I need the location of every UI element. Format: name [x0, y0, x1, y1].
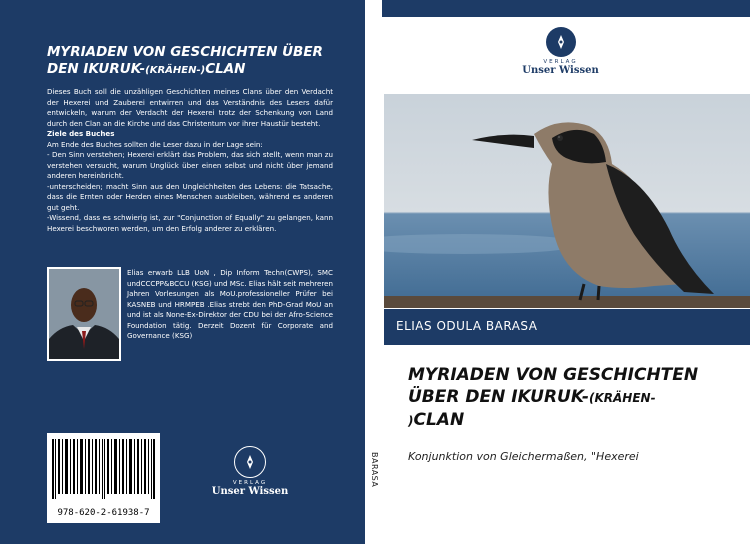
blurb-paragraph: - Den Sinn verstehen; Hexerei erklärt das Problem, das sich stellt, wenn man zu verstehen versucht, warum Unglück über einen selbst und nicht über jemand anderen hereinbricht. [47, 150, 333, 180]
publisher-emblem-icon [234, 446, 266, 478]
front-subtitle: Konjunktion von Gleichermaßen, "Hexerei [408, 450, 639, 463]
barcode-icon [52, 439, 155, 499]
cover-image-crow [384, 94, 750, 308]
blurb-heading: Ziele des Buches [47, 129, 115, 138]
publisher-emblem-icon [546, 27, 576, 57]
author-photo [47, 267, 121, 361]
blurb-paragraph: Dieses Buch soll die unzähligen Geschichten meines Clans über den Verdacht der Hexerei und Zauberei entwirren und das Verständnis des Lesers dafür entwickeln, warum der Verdacht der Hexerei trotz der Schenkung von Land durch den Clan an die Kirche und das Christentum vor ihrer Haustür besteht. [47, 87, 333, 128]
publisher-logo-back: VERLAG Unser Wissen [210, 446, 290, 497]
front-title: MYRIADEN VON GESCHICHTEN ÜBER DEN IKURUK-(KRÄHEN- )CLAN [408, 365, 699, 430]
spine-author: BARASA [370, 452, 379, 488]
author-band [384, 309, 750, 345]
blurb-paragraph: Am Ende des Buches sollten die Leser dazu in der Lage sein: [47, 139, 263, 149]
blurb-paragraph: -Wissend, dass es schwierig ist, zur "Conjunction of Equally" zu gelangen, kann Hexerei beschworen werden, um den Erfolg anderer zu erklären. [47, 213, 333, 233]
author-bio: Elias erwarb LLB UoN , Dip Inform Techn(CWPS), SMC undCCCPP&BCCU (KSG) und MSc. Elias hält seit mehreren Jahren Vorlesungen als MoU.professioneller Prüfer bei KASNEB und HRMPEB .Elias strebt den PhD-Grad MoU an und ist als None-Ex-Direktor der CDU bei der Afro-Science Foundation tätig. Derzeit Dozent für Corporate and Governance (KSG) [127, 268, 333, 340]
back-blurb [47, 87, 333, 234]
isbn-number: 978-620-2-61938-7 [57, 508, 150, 518]
publisher-logo-front: VERLAG Unser Wissen [513, 27, 608, 76]
front-top-bar [382, 0, 750, 17]
back-title: MYRIADEN VON GESCHICHTEN ÜBER DEN IKURUK-(KRÄHEN-)CLAN [47, 44, 323, 77]
blurb-paragraph: -unterscheiden; macht Sinn aus den Ungleichheiten des Lebens: die Tatsache, dass die Ernten oder Herden eines Menschen ausbleiben, während es anderen gut geht. [47, 181, 333, 212]
front-author-name: ELIAS ODULA BARASA [396, 319, 538, 333]
barcode [47, 433, 160, 523]
back-cover [0, 0, 365, 544]
